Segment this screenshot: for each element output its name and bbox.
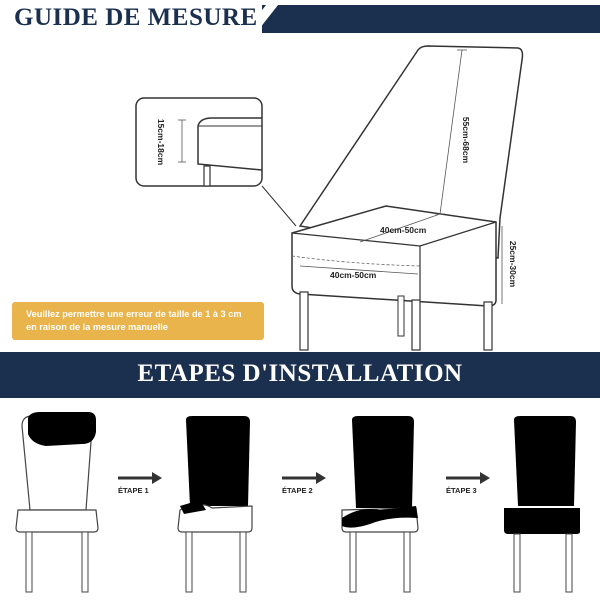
installation-header [0,352,600,398]
step-label-2: ÉTAPE 2 [282,486,313,495]
page-title: GUIDE DE MESURE [14,4,258,31]
chair-step-0 [16,412,98,592]
arrow-step-3 [446,472,490,484]
back-height-label: 55cm-68cm [461,116,471,164]
seat-height-label: 25cm-30cm [508,240,518,288]
seat-depth-label: 40cm-50cm [380,225,427,235]
chair-leg [412,300,420,350]
zoom-inset [136,98,262,186]
installation-steps [0,398,600,600]
chair-step-2 [342,416,418,592]
seat-width-label: 40cm-50cm [330,270,377,280]
measurement-note [12,302,264,340]
cushion-height-label: 15cm-18cm [156,118,166,166]
installation-title: ETAPES D'INSTALLATION [137,360,463,387]
step-label-1: ÉTAPE 1 [118,486,149,495]
steps-illustration [0,398,600,600]
note-line-1: Veuillez permettre une erreur de taille de 1 à 3 cm [26,309,242,319]
chair-leg [300,292,308,350]
note-line-2: en raison de la mesure manuelle [26,322,168,332]
step-label-3: ÉTAPE 3 [446,486,477,495]
chair-step-3 [504,416,580,592]
header-bar [0,0,600,38]
chair-step-1 [178,416,252,592]
chair-leg [484,302,492,350]
arrow-step-1 [118,472,162,484]
arrow-step-2 [282,472,326,484]
